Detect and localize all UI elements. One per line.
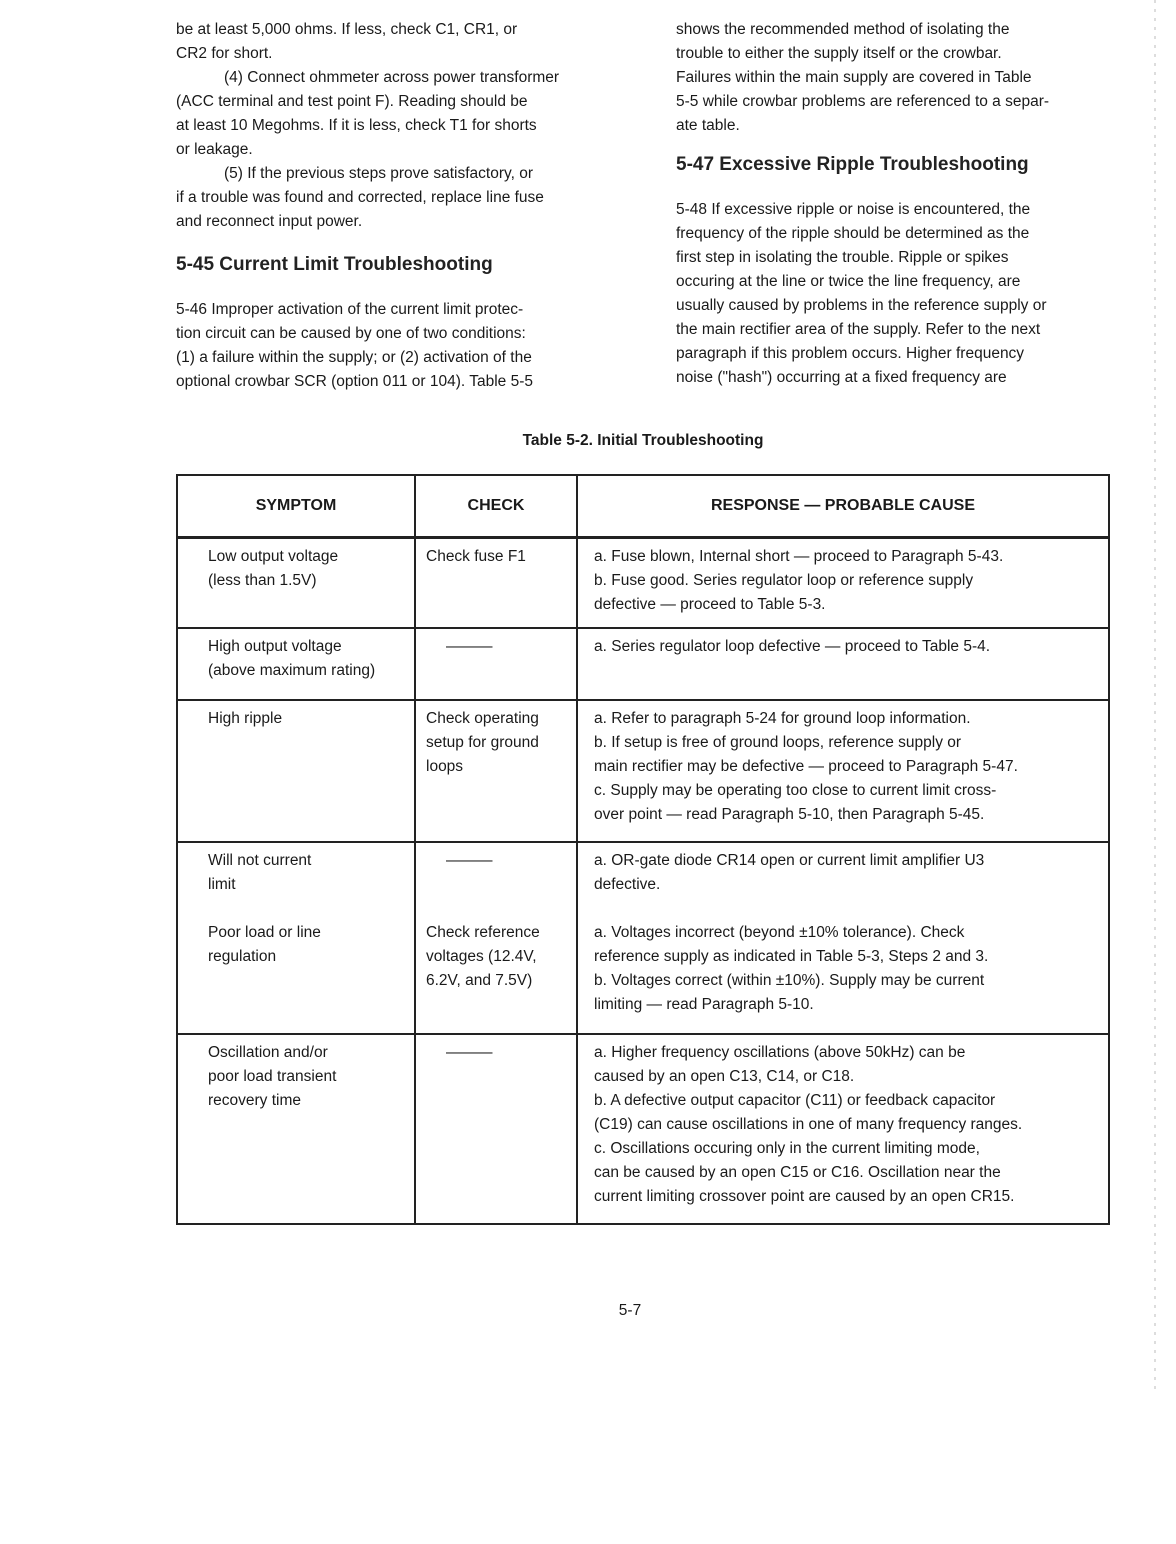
check-cell: Check operating setup for ground loops <box>415 700 577 842</box>
header-response: RESPONSE — PROBABLE CAUSE <box>577 475 1109 538</box>
check-cell: ——— <box>415 1034 577 1224</box>
section-heading-5-47: 5-47 Excessive Ripple Troubleshooting <box>676 154 1029 175</box>
table-row <box>177 538 1109 628</box>
table-caption: Table 5-2. Initial Troubleshooting <box>522 432 764 449</box>
response-cell: a. Fuse blown, Internal short — proceed to Paragraph 5-43. b. Fuse good. Series regulator loop or reference supply defective — proceed to Table 5-3. <box>577 538 1109 628</box>
right-paragraph-2: 5-48 If excessive ripple or noise is encountered, the frequency of the ripple should be determined as the first step in isolating the trouble. Ripple or spikes occuring at the line or twice the line frequency, are usually caused by problems in the reference supply or the main rectifier area of the supply. Refer to the next paragraph if this problem occurs. Higher frequency noise ("hash") occurring at a fixed frequency are <box>676 201 1047 386</box>
header-symptom: SYMPTOM <box>177 475 415 538</box>
left-paragraph-1: be at least 5,000 ohms. If less, check C1, CR1, or CR2 for short. <box>176 21 518 62</box>
left-paragraph-3: (5) If the previous steps prove satisfactory, or if a trouble was found and corrected, replace line fuse and reconnect input power. <box>176 165 544 230</box>
table-row <box>177 1034 1109 1224</box>
page-number: 5-7 <box>618 1302 642 1319</box>
section-heading-5-45: 5-45 Current Limit Troubleshooting <box>176 254 493 275</box>
check-cell: ——— <box>415 628 577 700</box>
left-paragraph-2: (4) Connect ohmmeter across power transformer (ACC terminal and test point F). Reading should be at least 10 Megohms. If it is less, check T1 for shorts or leakage. <box>176 69 560 158</box>
table-row <box>177 628 1109 700</box>
header-check: CHECK <box>415 475 577 538</box>
response-cell: a. Series regulator loop defective — proceed to Table 5-4. <box>577 628 1109 700</box>
check-cell: Check fuse F1 <box>415 538 577 628</box>
right-column <box>676 18 1116 390</box>
table-row <box>177 700 1109 842</box>
table-row <box>177 842 1109 1034</box>
symptom-cell: High output voltage (above maximum rating) <box>177 628 415 700</box>
table-header-row <box>177 475 1109 538</box>
response-cell: a. OR-gate diode CR14 open or current limit amplifier U3 defective. a. Voltages incorrect (beyond ±10% tolerance). Check reference supply as indicated in Table 5-3, Steps 2 and 3. b. Voltages correct (within ±10%). Supply may be current limiting — read Paragraph 5-10. <box>577 842 1109 1034</box>
troubleshooting-table <box>176 474 1110 1225</box>
left-column <box>176 18 626 394</box>
response-cell: a. Refer to paragraph 5-24 for ground loop information. b. If setup is free of ground loops, reference supply or main rectifier may be defective — proceed to Paragraph 5-47. c. Supply may be operating too close to current limit cross- over point — read Paragraph 5-10, then Paragraph 5-45. <box>577 700 1109 842</box>
response-cell: a. Higher frequency oscillations (above 50kHz) can be caused by an open C13, C14, or C18. b. A defective output capacitor (C11) or feedback capacitor (C19) can cause oscillations in one of many frequency ranges. c. Oscillations occuring only in the current limiting mode, can be caused by an open C15 or C16. Oscillation near the current limiting crossover point are caused by an open CR15. <box>577 1034 1109 1224</box>
symptom-cell: Oscillation and/or poor load transient recovery time <box>177 1034 415 1224</box>
scan-edge-artifact <box>1154 0 1156 1390</box>
right-paragraph-1: shows the recommended method of isolating the trouble to either the supply itself or the crowbar. Failures within the main supply are covered in Table 5-5 while crowbar problems are referenced to a separ- ate table. <box>676 21 1050 134</box>
symptom-cell: High ripple <box>177 700 415 842</box>
symptom-cell: Will not current limit Poor load or line regulation <box>177 842 415 1034</box>
left-paragraph-4: 5-46 Improper activation of the current limit protec- tion circuit can be caused by one of two conditions: (1) a failure within the supply; or (2) activation of the optional crowbar SCR (option 011 or 104). Table 5-5 <box>176 301 533 390</box>
symptom-cell: Low output voltage (less than 1.5V) <box>177 538 415 628</box>
check-cell: ——— Check reference voltages (12.4V, 6.2V, and 7.5V) <box>415 842 577 1034</box>
